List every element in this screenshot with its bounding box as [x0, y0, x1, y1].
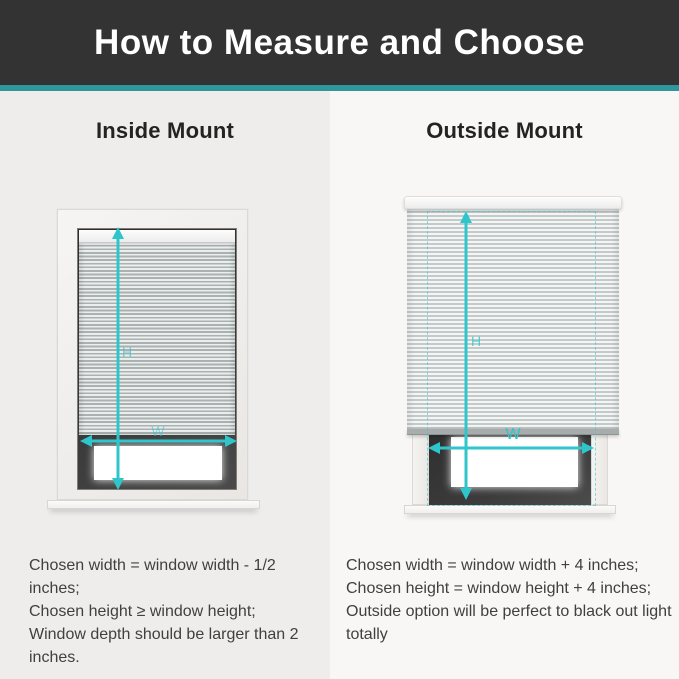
header-banner	[0, 0, 679, 85]
arrowhead-right-icon	[582, 442, 594, 454]
note-line: Chosen height = window height + 4 inches;	[346, 580, 652, 597]
note-line: Chosen width = window width + 4 inches;	[346, 557, 639, 574]
note-line: Outside option will be perfect to black out light totally	[346, 603, 672, 643]
outside-mount-notes	[346, 554, 676, 646]
blind-headrail	[79, 230, 235, 243]
blind-slats	[79, 243, 235, 435]
arrow-line	[89, 440, 228, 443]
page-title: How to Measure and Choose	[94, 23, 585, 62]
inside-mount-notes	[29, 554, 329, 669]
note-line: Chosen width = window width - 1/2 inches;	[29, 557, 276, 597]
inside-window-sill	[47, 500, 260, 509]
note-line: Chosen height ≥ window height;	[29, 603, 256, 620]
outside-height-label: H	[471, 333, 482, 349]
arrowhead-down-icon	[112, 478, 124, 490]
outside-window-sill	[404, 505, 616, 514]
outside-height-arrow	[460, 211, 472, 500]
outside-width-label: W	[505, 426, 521, 443]
inside-mount-heading: Inside Mount	[95, 118, 235, 143]
arrowhead-down-icon	[460, 488, 472, 500]
arrowhead-right-icon	[225, 435, 237, 447]
outside-mount-heading: Outside Mount	[426, 118, 583, 143]
arrow-line	[437, 447, 585, 450]
window-outline-guide	[427, 211, 596, 506]
note-line: Window depth should be larger than 2 inches.	[29, 626, 299, 666]
inside-width-label: W	[151, 423, 165, 439]
inside-mount-blind	[79, 230, 235, 435]
outside-blind-headrail	[404, 196, 622, 209]
inside-height-label: H	[122, 344, 133, 360]
